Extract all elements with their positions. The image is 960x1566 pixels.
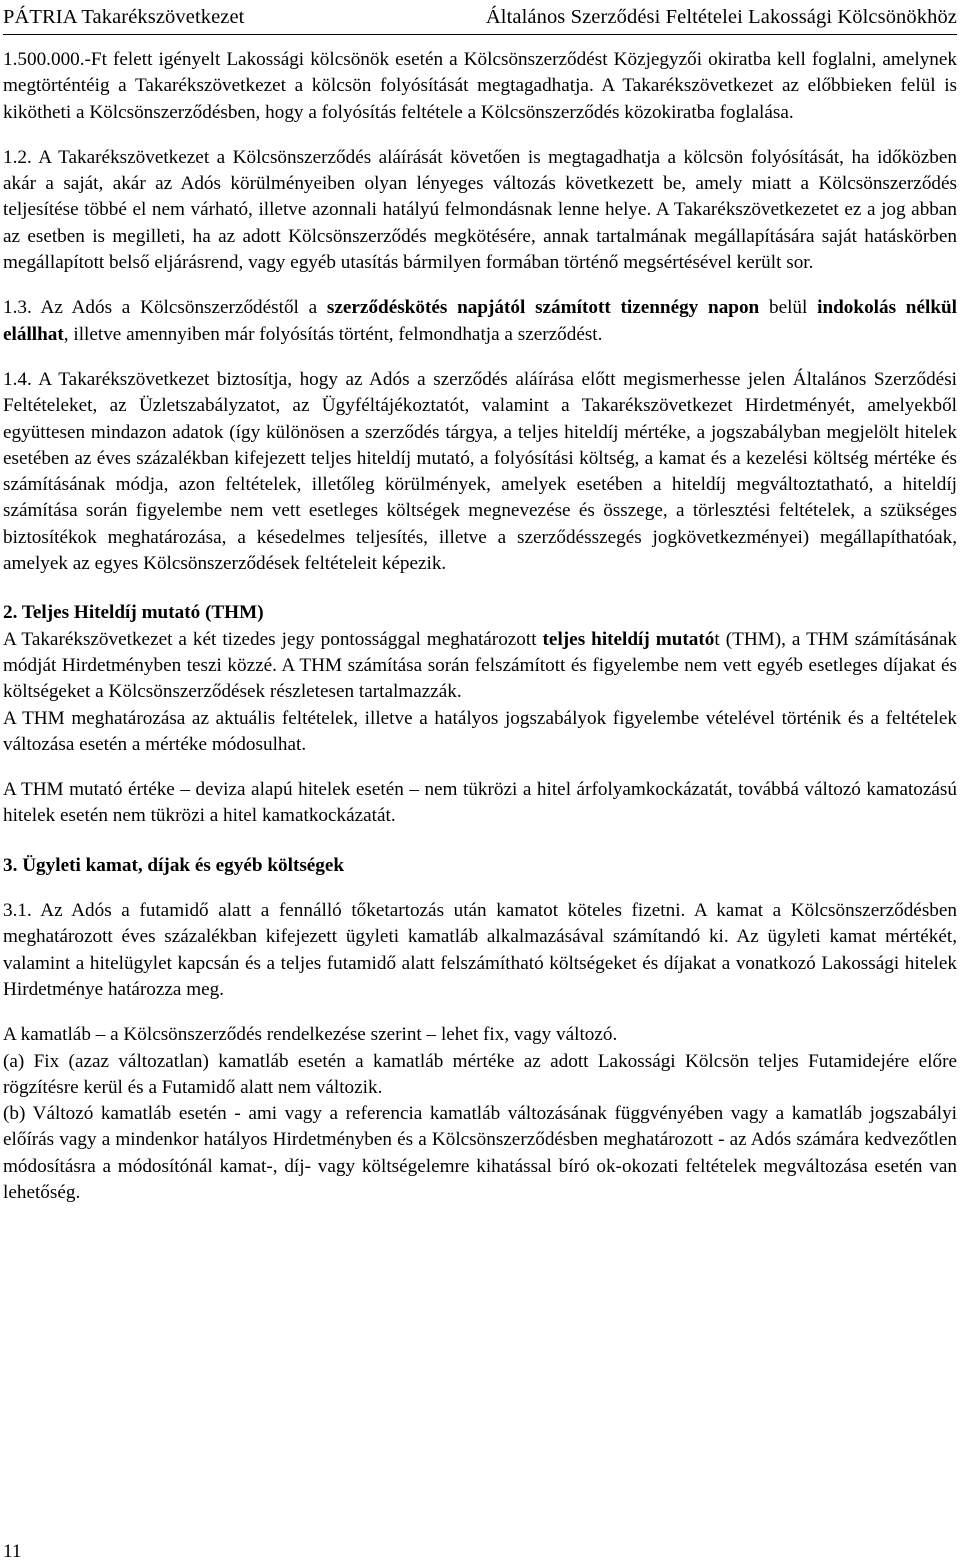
- section-heading-2: 2. Teljes Hiteldíj mutató (THM): [3, 602, 264, 624]
- paragraph-3-2: A kamatláb – a Kölcsönszerződés rendelkezése szerint – lehet fix, vagy változó.: [3, 1024, 618, 1046]
- paragraph-1-4: 1.4. A Takarékszövetkezet biztosítja, hogy az Adós a szerződés aláírása előtt megismerhesse jelen Általános Szerződési Feltételeket, az Üzletszabályzatot, az Ügyféltájékoztatót, valamint a Takarékszövetkezet Hirdetményét, amelyekből együttesen mindazon adatok (így különösen a szerződés tárgya, a teljes hiteldíj mértéke, a jogszabályban megjelölt hitelek esetében az éves százalékban kifejezett teljes hiteldíj mutató, a folyósítási költség, a kamat és a kezelési költség mértéke és számításának módja, azon feltételek, illetőleg körülmények, amelyek esetében a hiteldíj megváltoztatható, a hiteldíj számítása során figyelembe nem vett esetleges költségek megnevezése és összege, a törlesztési feltételek, a szükséges biztosítékok meghatározása, a késedelmes teljesítés, illetve a szerződésszegés jogkövetkezményei) megállapíthatóak, amelyek az egyes Kölcsönszerződések feltételeit képezik.: [3, 368, 957, 575]
- text-run: A Takarékszövetkezet a két tizedes jegy pontossággal meghatározott: [3, 628, 543, 650]
- bold-run: indokolás nélkül elállhat: [3, 297, 957, 345]
- paragraph-3-a: (a) Fix (azaz változatlan) kamatláb esetén a kamatláb mértéke az adott Lakossági Kölcsön teljes Futamidejére előre rögzítésre kerül és a Futamidő alatt nem változik.: [3, 1050, 957, 1098]
- paragraph-1-3: [3, 295, 957, 348]
- document-body: [3, 47, 957, 1206]
- bold-run: szerződéskötés napjától számított tizennégy napon: [326, 297, 760, 319]
- paragraph-3-1: 3.1. Az Adós a futamidő alatt a fennálló tőketartozás után kamatot köteles fizetni. A kamat a Kölcsönszerződésben meghatározott éves százalékban kifejezett ügyleti kamatláb alkalmazásával számítandó ki. Az ügyleti kamat mértékét, valamint a hitelügylet kapcsán és a teljes futamidő alatt felszámítható költségeket és díjakat a vonatkozó Lakossági hitelek Hirdetménye határozza meg.: [3, 900, 957, 1000]
- paragraph-notarial-deed: 1.500.000.-Ft felett igényelt Lakossági kölcsönök esetén a Kölcsönszerződést Közjegyzői okiratba kell foglalni, amelynek megtörténtéig a Takarékszövetkezet a kölcsön folyósítását megtagadhatja. A Takarékszövetkezet az előbbieken felül is kikötheti a Kölcsönszerződésben, hogy a folyósítás feltétele a Kölcsönszerződés közokiratba foglalása.: [3, 49, 957, 123]
- page-number: 11: [3, 1541, 22, 1562]
- page-header: [3, 4, 957, 35]
- text-run: t (THM), a THM számításának módját Hirdetményben teszi közzé. A THM számítása során felszámított és figyelembe nem vett egyéb esetleges díjakat és költségeket a Kölcsönszerződések részletesen tartalmazzák.: [3, 628, 957, 703]
- paragraph-2-1: [3, 627, 957, 706]
- document-page: [3, 0, 957, 1566]
- text-run: , illetve amennyiben már folyósítás történt, felmondhatja a szerződést.: [63, 323, 603, 345]
- text-run: belül: [759, 297, 818, 319]
- paragraph-3-b: (b) Változó kamatláb esetén - ami vagy a referencia kamatláb változásának függvényében vagy a kamatláb jogszabályi előírás vagy a mindenkor hatályos Hirdetményben és a Kölcsönszerződésben meghatározott - az Adós számára kedvezőtlen módosításra a módosítónál kamat-, díj- vagy költségelemre kihatással bíró ok-okozati feltételek megváltozása esetén van lehetőség.: [3, 1103, 957, 1203]
- header-institution: PÁTRIA Takarékszövetkezet: [3, 6, 245, 28]
- bold-run: teljes hiteldíj mutató: [542, 628, 715, 650]
- section-heading-3: 3. Ügyleti kamat, díjak és egyéb költségek: [3, 854, 345, 876]
- paragraph-2-2: A THM meghatározása az aktuális feltételek, illetve a hatályos jogszabályok figyelembe vételével történik és a feltételek változása esetén a mértéke módosulhat.: [3, 707, 957, 755]
- paragraph-1-2: 1.2. A Takarékszövetkezet a Kölcsönszerződés aláírását követően is megtagadhatja a kölcsön folyósítását, ha időközben akár a saját, akár az Adós körülményeiben olyan lényeges változás következett be, amely miatt a Kölcsönszerződés teljesítése többé el nem várható, illetve azonnali hatályú felmondásnak lenne helye. A Takarékszövetkezetet ez a jog abban az esetben is megilleti, ha az adott Kölcsönszerződés megkötésére, annak tartalmának megállapítására saját hatáskörben megállapított belső eljárásrend, vagy egyéb utasítás bármilyen formában történő megsértésével került sor.: [3, 146, 957, 274]
- header-document-title: Általános Szerződési Feltételei Lakossági Kölcsönökhöz: [485, 6, 957, 28]
- paragraph-2-3: A THM mutató értéke – deviza alapú hitelek esetén – nem tükrözi a hitel árfolyamkockázatát, továbbá változó kamatozású hitelek esetén nem tükrözi a hitel kamatkockázatát.: [3, 779, 957, 827]
- text-run: 1.3. Az Adós a Kölcsönszerződéstől a: [3, 297, 327, 319]
